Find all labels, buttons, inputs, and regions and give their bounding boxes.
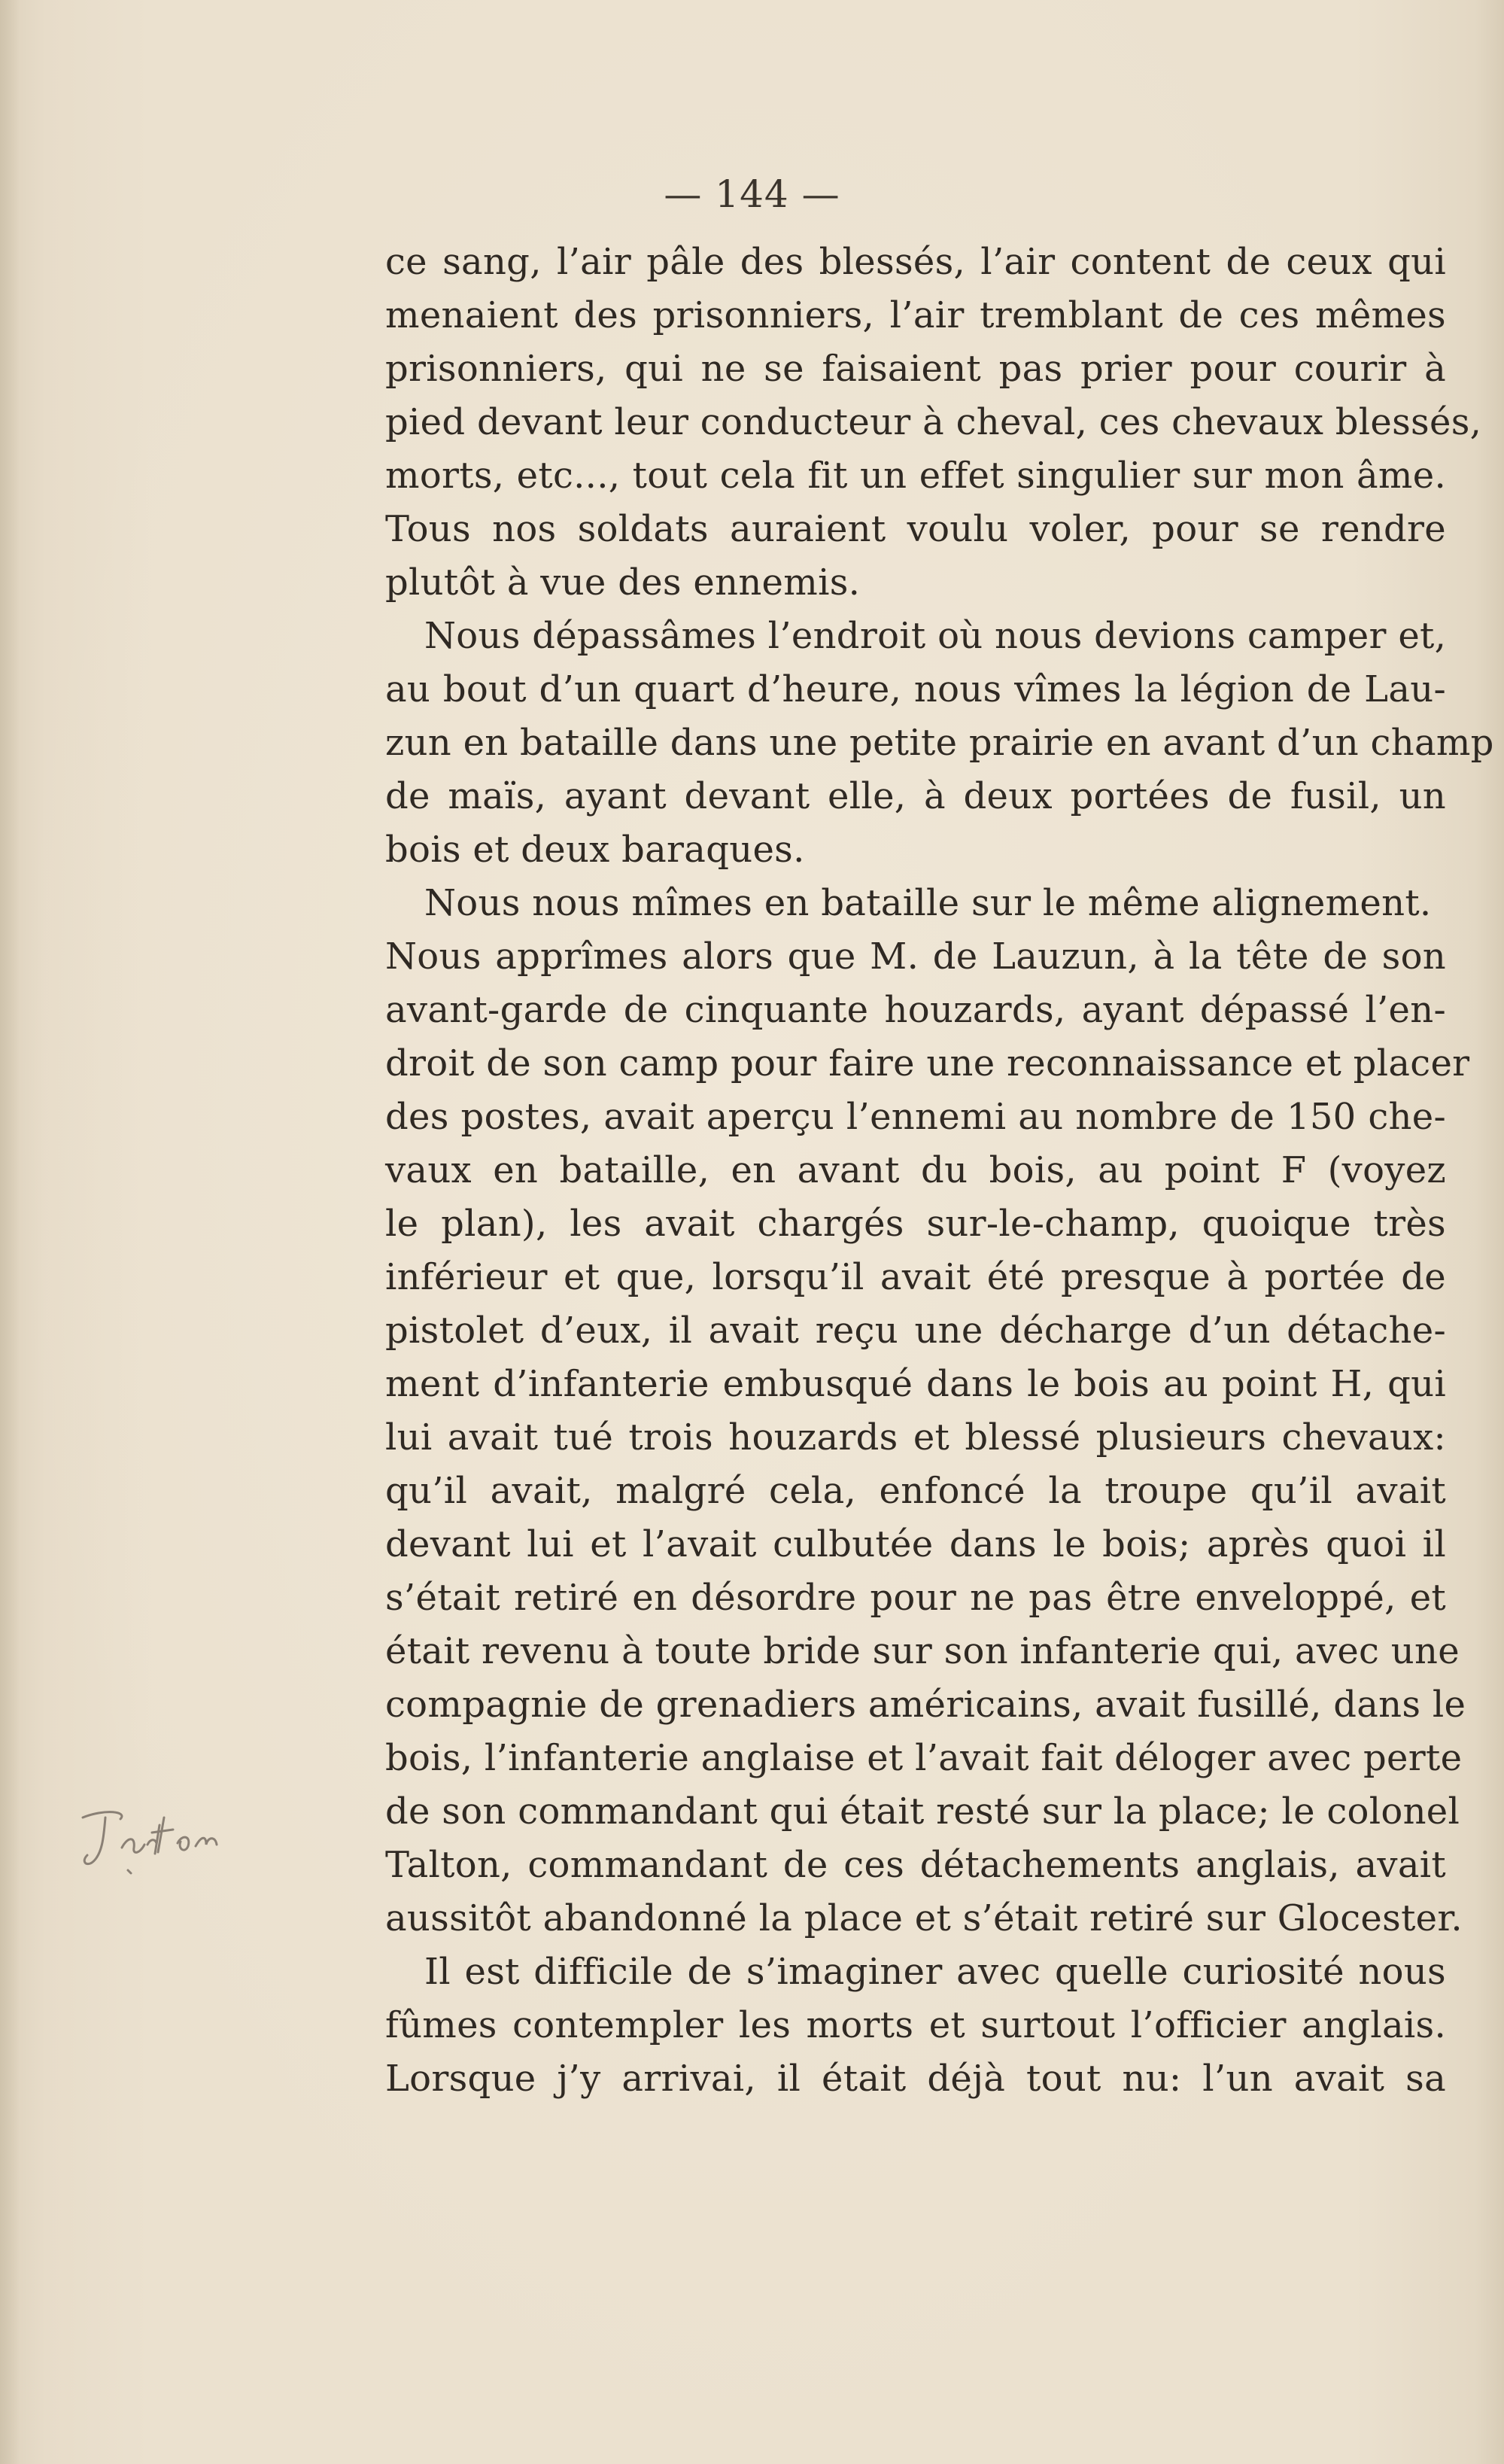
text-line: vaux en bataille, en avant du bois, au point F (voyez [385, 1149, 1446, 1191]
text-line: menaient des prisonniers, l’air tremblant de ces mêmes [385, 294, 1446, 336]
text-line: Nous nous mîmes en bataille sur le même alignement. [424, 882, 1432, 924]
text-line: ce sang, l’air pâle des blessés, l’air content de ceux qui [385, 241, 1446, 283]
text-line: Il est difficile de s’imaginer avec quelle curiosité nous [424, 1951, 1446, 1993]
body-text [385, 236, 1494, 2106]
text-line: prisonniers, qui ne se faisaient pas prier pour courir à [385, 348, 1446, 390]
text-line: pied devant leur conducteur à cheval, ces chevaux blessés, [385, 401, 1482, 443]
text-line: le plan), les avait chargés sur-le-champ, quoique très [385, 1203, 1446, 1245]
text-line: inférieur et que, lorsqu’il avait été presque à portée de [385, 1256, 1446, 1298]
text-line: était revenu à toute bride sur son infanterie qui, avec une [385, 1630, 1460, 1672]
text-line: zun en bataille dans une petite prairie en avant d’un champ [385, 722, 1494, 764]
text-line: de maïs, ayant devant elle, à deux portées de fusil, un [385, 775, 1446, 817]
text-line: plutôt à vue des ennemis. [385, 561, 861, 604]
text-line: bois et deux baraques. [385, 829, 805, 871]
text-line: qu’il avait, malgré cela, enfoncé la troupe qu’il avait [385, 1470, 1446, 1512]
text-line: s’était retiré en désordre pour ne pas être enveloppé, et [385, 1577, 1446, 1619]
text-line: droit de son camp pour faire une reconnaissance et placer [385, 1042, 1470, 1084]
text-line: avant-garde de cinquante houzards, ayant dépassé l’en- [385, 989, 1446, 1031]
text-line: Nous dépassâmes l’endroit où nous devions camper et, [424, 615, 1447, 657]
text-line: Talton, commandant de ces détachements anglais, avait [385, 1844, 1446, 1886]
text-line: devant lui et l’avait culbutée dans le bois; après quoi il [385, 1523, 1446, 1565]
text-line: de son commandant qui était resté sur la place; le colonel [385, 1790, 1460, 1833]
page-gutter [0, 0, 20, 2464]
handwritten-signature [75, 1795, 301, 1878]
text-line: aussitôt abandonné la place et s’était retiré sur Glocester. [385, 1897, 1463, 1939]
text-line: bois, l’infanterie anglaise et l’avait fait déloger avec perte [385, 1737, 1463, 1779]
text-line: Tous nos soldats auraient voulu voler, pour se rendre [385, 508, 1446, 550]
text-line: Lorsque j’y arrivai, il était déjà tout nu: l’un avait sa [385, 2058, 1446, 2100]
text-line: fûmes contempler les morts et surtout l’officier anglais. [385, 2004, 1446, 2046]
text-line: lui avait tué trois houzards et blessé plusieurs chevaux: [385, 1416, 1446, 1459]
text-line: au bout d’un quart d’heure, nous vîmes la légion de Lau- [385, 668, 1446, 710]
page-number: — 144 — [664, 172, 840, 216]
text-line: ment d’infanterie embusqué dans le bois au point H, qui [385, 1363, 1446, 1405]
text-line: pistolet d’eux, il avait reçu une décharge d’un détache- [385, 1310, 1446, 1352]
text-line: des postes, avait aperçu l’ennemi au nombre de 150 che- [385, 1096, 1446, 1138]
text-line: Nous apprîmes alors que M. de Lauzun, à la tête de son [385, 935, 1446, 978]
text-line: compagnie de grenadiers américains, avait fusillé, dans le [385, 1684, 1466, 1726]
text-line: morts, etc..., tout cela fit un effet singulier sur mon âme. [385, 455, 1446, 497]
